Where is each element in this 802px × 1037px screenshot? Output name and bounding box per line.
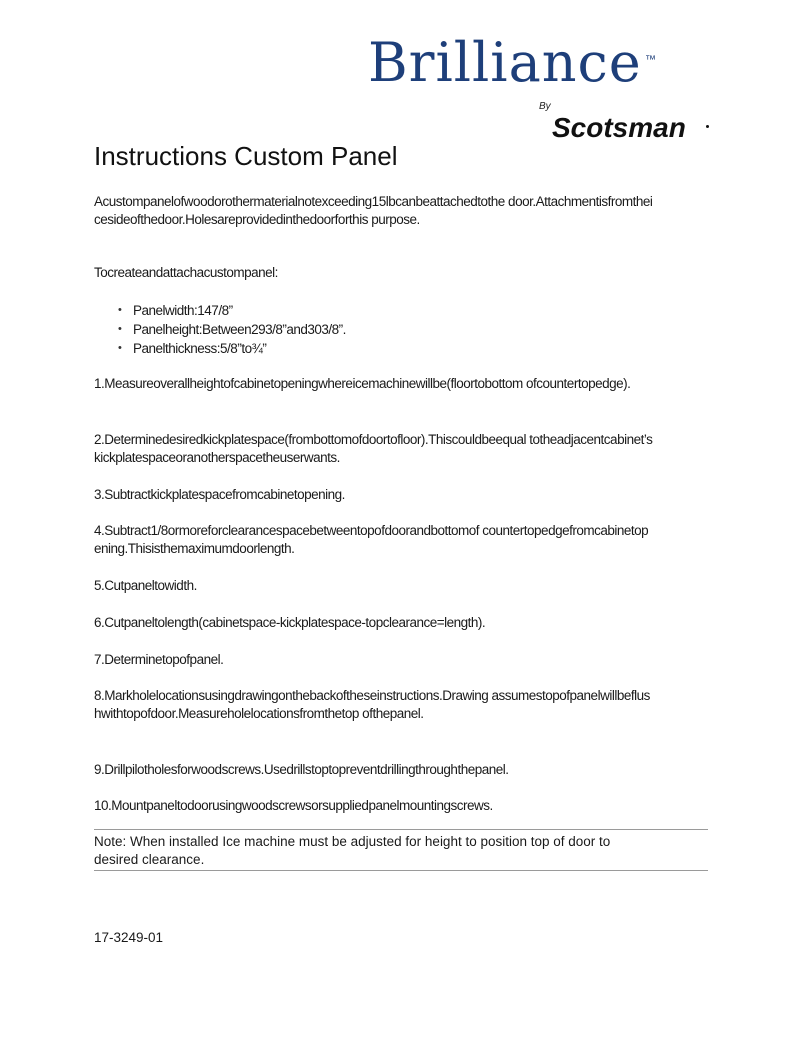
step-1: 1.Measureoverallheightofcabinetopeningwhereicemachinewillbe(floortobottom ofcountertopedge). — [94, 376, 631, 391]
step-9: 9.Drillpilotholesforwoodscrews.Usedrillstoptopreventdrillingthroughthepanel. — [94, 762, 509, 777]
note-bottom-divider — [94, 870, 708, 871]
registered-mark-dot — [706, 125, 709, 128]
step-6: 6.Cutpaneltolength(cabinetspace-kickplatespace-topclearance=length). — [94, 615, 486, 630]
step-2: 2.Determinedesiredkickplatespace(frombottomofdoortofloor).Thiscouldbeequal totheadjacentcabinet’skickplatespaceoranotherspacetheuserwants. — [94, 432, 653, 465]
step-4: 4.Subtract1/8ormoreforclearancespacebetweentopofdoorandbottomof countertopedgefromcabinetopening.Thisisthemaximumdoorlength. — [94, 523, 649, 556]
spec-height: • Panelheight:Between293/8”and303/8”. — [118, 320, 346, 339]
step-3: 3.Subtractkickplatespacefromcabinetopening. — [94, 487, 345, 502]
by-label: By — [539, 101, 551, 112]
document-number: 17-3249-01 — [94, 930, 164, 945]
intro-paragraph: Acustompanelofwoodorothermaterialnotexceeding15lbcanbeattachedtothe door.Attachmentisfromtheicesideofthedoor.Holesareprovidedinthedoorforthis purpose. — [94, 194, 653, 227]
step-7: 7.Determinetopofpanel. — [94, 652, 224, 667]
spec-thickness: • Panelthickness:5/8”to¾” — [118, 339, 346, 358]
installation-note: Note: When installed Ice machine must be adjusted for height to position top of door to desired clearance. — [94, 834, 611, 867]
spec-width: • Panelwidth:147/8” — [118, 301, 346, 320]
trademark-symbol: ™ — [645, 54, 656, 66]
step-5: 5.Cutpaneltowidth. — [94, 578, 197, 593]
panel-spec-list — [118, 301, 346, 358]
brand-wordmark: Brilliance — [368, 31, 642, 94]
page-title: Instructions Custom Panel — [94, 141, 398, 171]
lead-paragraph: Tocreateandattachacustompanel: — [94, 265, 278, 280]
note-top-divider — [94, 829, 708, 830]
step-8: 8.Markholelocationsusingdrawingonthebackoftheseinstructions.Drawing assumestopofpanelwillbeflushwithtopofdoor.Measureholelocationsfromthetop ofthepanel. — [94, 688, 650, 721]
maker-wordmark: Scotsman — [552, 112, 686, 143]
step-10: 10.Mountpaneltodoorusingwoodscrewsorsuppliedpanelmountingscrews. — [94, 798, 493, 813]
